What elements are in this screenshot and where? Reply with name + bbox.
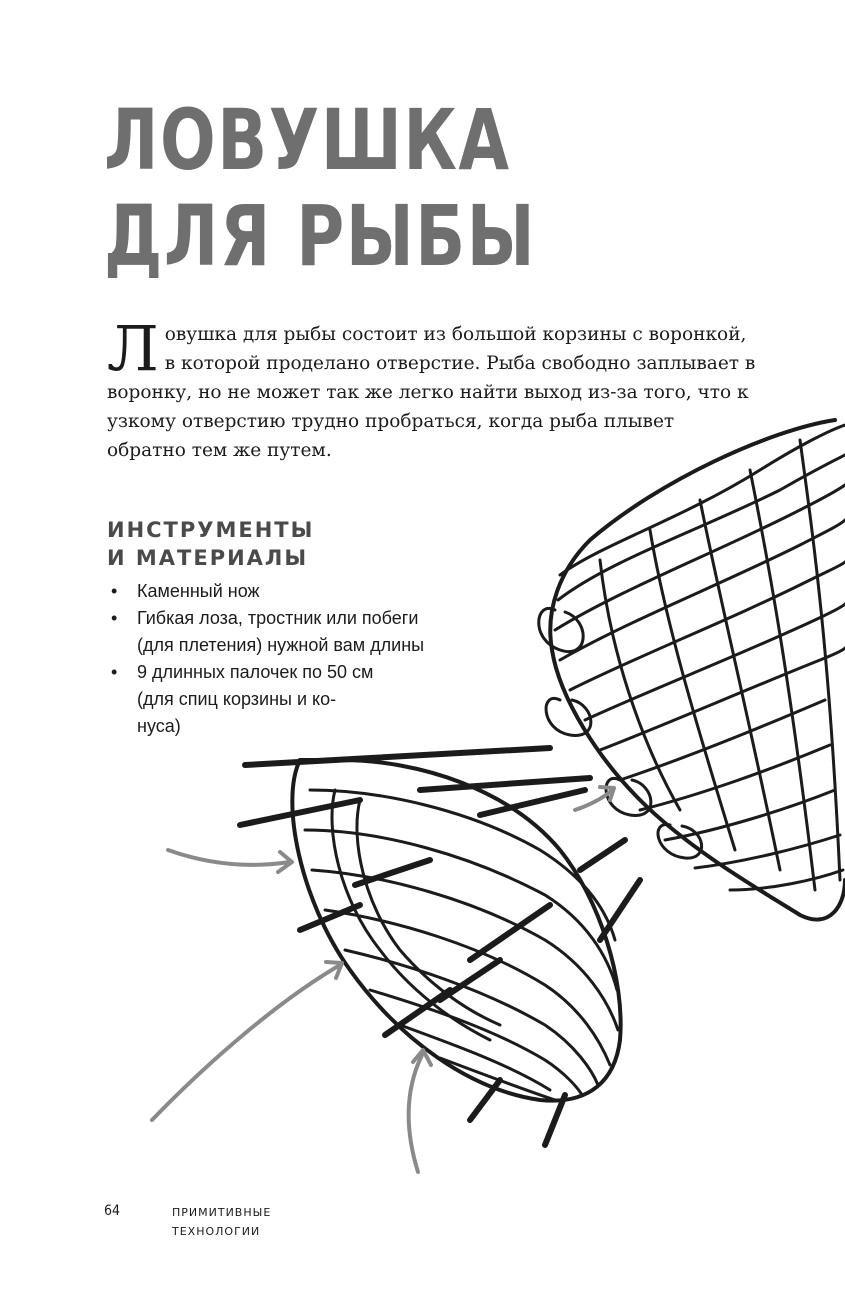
direction-arrows (152, 787, 614, 1172)
list-item-text: 9 длинных палочек по 50 см (137, 662, 374, 682)
list-item-text: Каменный нож (137, 581, 260, 601)
running-footer-line-2: ТЕХНОЛОГИИ (172, 1225, 261, 1238)
page-title-line-2: ДЛЯ РЫБЫ (104, 187, 537, 285)
tools-heading-line-2: И МАТЕРИАЛЫ (107, 546, 309, 570)
running-footer (172, 1203, 271, 1241)
list-item-text: Гибкая лоза, тростник или побеги (137, 608, 419, 628)
bullet-icon: • (111, 662, 118, 682)
list-item-text: (для спиц корзины и ко- (137, 689, 337, 709)
arrow-icon (168, 850, 290, 865)
running-footer-line-1: ПРИМИТИВНЫЕ (172, 1206, 272, 1219)
list-item-text: нуса) (137, 716, 181, 736)
tools-heading-line-1: ИНСТРУМЕНТЫ (107, 518, 315, 542)
arrow-icon (152, 965, 340, 1120)
arrow-icon (409, 1055, 422, 1172)
list-item-text: (для плетения) нужной вам длины (137, 635, 425, 655)
page-title-line-1: ЛОВУШКА (104, 91, 511, 189)
bullet-icon: • (111, 608, 118, 628)
bullet-icon: • (111, 581, 118, 601)
page-number: 64 (104, 1203, 121, 1219)
intro-text: овушка для рыбы состоит из большой корзины с воронкой, в которой проделано отверстие. Рыба свободно заплывает в воронку, но не может так же легко найти выход из-за того, что к узкому отверстию трудно пробраться, когда рыба плывет обратно тем же путем. (107, 324, 756, 461)
basket-drawing (539, 420, 845, 920)
drop-cap: Л (107, 312, 159, 385)
fish-trap-illustration (140, 400, 845, 1200)
page-title (104, 92, 536, 284)
